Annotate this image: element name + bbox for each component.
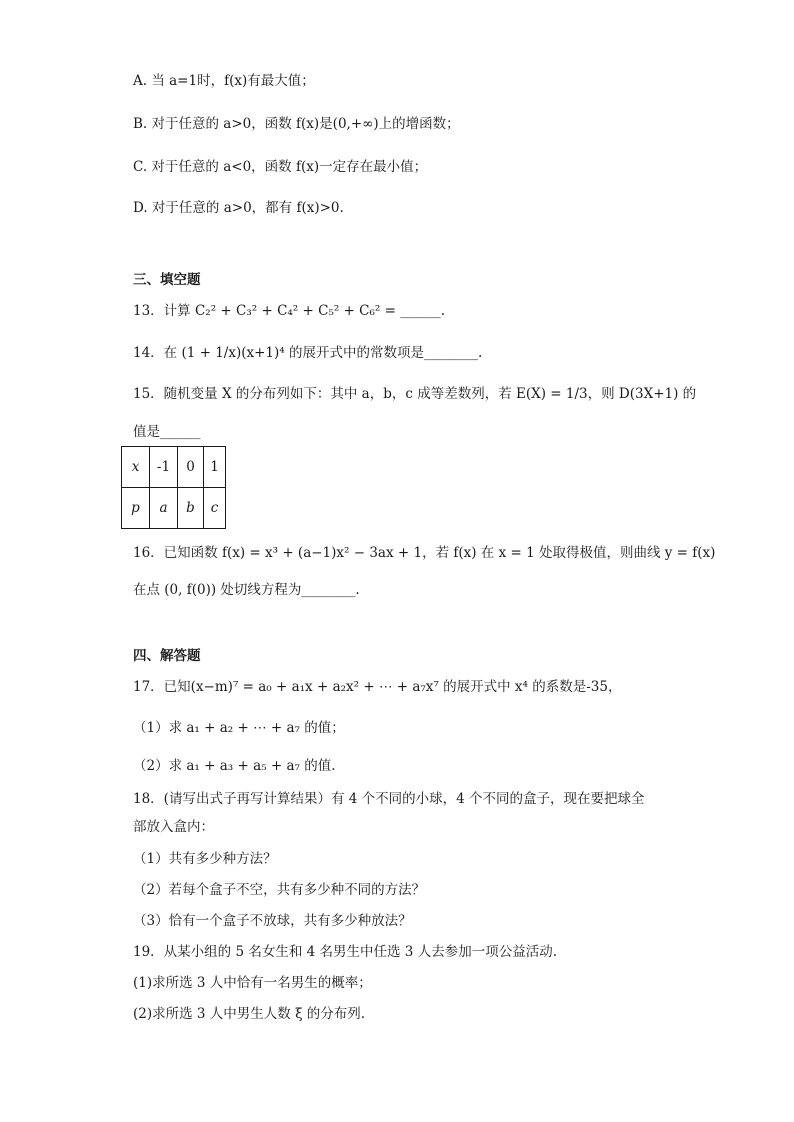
- question-13: 13．计算 C₂² + C₃² + C₄² + C₅² + C₆² = ______.: [133, 303, 445, 319]
- section-heading-answer: 四、解答题: [133, 648, 201, 664]
- question-18-line2: 部放入盒内：: [133, 819, 214, 835]
- question-18-part1: （1）共有多少种方法？: [133, 851, 277, 867]
- table-cell: x: [122, 447, 150, 488]
- table-row: [122, 447, 226, 488]
- table-cell: 0: [178, 447, 204, 488]
- option-c: C. 对于任意的 a<0，函数 f(x)一定存在最小值；: [133, 159, 428, 175]
- question-14: 14．在 (1 + 1/x)(x+1)⁴ 的展开式中的常数项是________.: [133, 345, 483, 361]
- table-cell: a: [150, 488, 178, 529]
- question-19-part2: (2)求所选 3 人中男生人数 ξ 的分布列.: [133, 1006, 366, 1022]
- question-17-part2: （2）求 a₁ + a₃ + a₅ + a₇ 的值.: [133, 758, 336, 774]
- question-16-line2: 在点 (0, f(0)) 处切线方程为________.: [133, 582, 360, 598]
- table-cell: p: [122, 488, 150, 529]
- question-19-part1: (1)求所选 3 人中恰有一名男生的概率；: [133, 975, 372, 991]
- question-17-part1: （1）求 a₁ + a₂ + ⋯ + a₇ 的值；: [133, 720, 345, 736]
- question-15-line2: 值是______: [133, 424, 201, 440]
- question-17: 17．已知(x−m)⁷ = a₀ + a₁x + a₂x² + ⋯ + a₇x⁷ 的展开式中 x⁴ 的系数是-35，: [133, 679, 622, 695]
- question-15-line1: 15．随机变量 X 的分布列如下：其中 a，b，c 成等差数列，若 E(X) = 1/3，则 D(3X+1) 的: [133, 386, 697, 402]
- table-cell: c: [204, 488, 226, 529]
- table-cell: 1: [204, 447, 226, 488]
- option-a: A. 当 a=1时，f(x)有最大值；: [133, 73, 315, 89]
- distribution-table: [121, 446, 226, 529]
- option-b: B. 对于任意的 a>0，函数 f(x)是(0,+∞)上的增函数；: [133, 116, 460, 132]
- question-16-line1: 16．已知函数 f(x) = x³ + (a−1)x² − 3ax + 1，若 f(x) 在 x = 1 处取得极值，则曲线 y = f(x): [133, 545, 716, 561]
- section-heading-fill-in: 三、填空题: [133, 272, 201, 288]
- option-d: D. 对于任意的 a>0，都有 f(x)>0.: [133, 200, 344, 216]
- table-cell: -1: [150, 447, 178, 488]
- question-18-part3: （3）恰有一个盒子不放球，共有多少种放法？: [133, 913, 412, 929]
- table-row: [122, 488, 226, 529]
- question-18-part2: （2）若每个盒子不空，共有多少种不同的方法？: [133, 882, 426, 898]
- question-19: 19．从某小组的 5 名女生和 4 名男生中任选 3 人去参加一项公益活动.: [133, 944, 557, 960]
- question-18-line1: 18．(请写出式子再写计算结果）有 4 个不同的小球，4 个不同的盒子，现在要把球全: [133, 791, 645, 807]
- table-cell: b: [178, 488, 204, 529]
